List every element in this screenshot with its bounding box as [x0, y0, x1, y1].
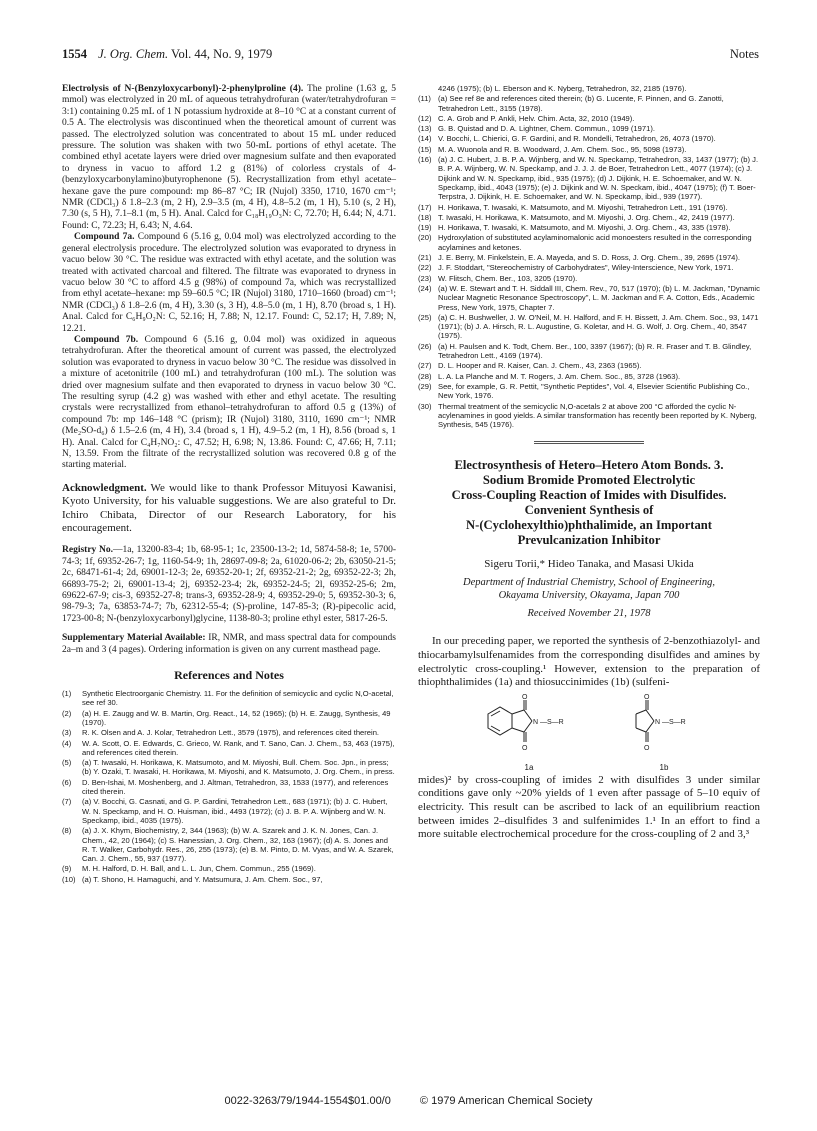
- supplementary-lead: Supplementary Material Available:: [62, 633, 206, 644]
- reference-number: (2): [62, 708, 72, 718]
- reference-number: (25): [418, 312, 432, 322]
- references-heading: References and Notes: [174, 668, 284, 683]
- reference-text: Hydroxylation of substituted acylaminomalonic acid monoesters resulted in the corresponding acylamines and ketones.: [438, 233, 752, 252]
- journal-name: J. Org. Chem.: [98, 47, 169, 61]
- reference-item: [418, 155, 760, 201]
- article-body-paragraph: mides)² by cross-coupling of imides 2 with disulfides 3 under similar conditions gave only ~20% yields of 1 even after passage of 5–10 equiv of electricity. This result can be ascribed to lack of an equilibrium reaction between imides 2–disulfides 3 and sulfenimides 1.¹ In an effort to find a more suitable electrochemical procedure for the cross-coupling of 2 and 3,³: [418, 773, 760, 841]
- reference-text: (a) T. Iwasaki, H. Horikawa, K. Matsumoto, and M. Miyoshi, Bull. Chem. Soc. Jpn., in press; (b) Y. Ozaki, T. Iwasaki, H. Horikawa, M. Miyoshi, and K. Matsumoto, J. Org. Chem., in press.: [82, 758, 395, 777]
- registry-numbers: [62, 545, 396, 625]
- article-title: [418, 458, 760, 548]
- reference-number: (8): [62, 826, 72, 836]
- reference-item: [418, 84, 760, 93]
- structure-1a: [474, 694, 584, 772]
- experimental-paragraph: [62, 232, 396, 335]
- title-line: Sodium Bromide Promoted Electrolytic: [482, 473, 696, 488]
- reference-item: [418, 223, 760, 232]
- reference-number: [418, 84, 438, 93]
- paragraph-lead: Compound 7a.: [74, 232, 135, 243]
- section-name: Notes: [729, 47, 759, 61]
- left-column: [62, 84, 396, 885]
- reference-item: [62, 826, 396, 863]
- reference-number: (7): [62, 797, 72, 807]
- article-body-paragraph: In our preceding paper, we reported the synthesis of 2-benzothiazolyl- and thiocarbamylsulfenamides from the corresponding disulfides and amines by electrolytic cross-coupling.¹ However, extension to the preparation of thiophthalimides (1a) and thiosuccinimides (1b) (sulfeni-: [418, 635, 760, 689]
- reference-text: G. B. Quistad and D. A. Lightner, Chem. Commun., 1099 (1971).: [438, 124, 655, 134]
- reference-text: V. Bocchi, L. Chierici, G. F. Gardini, and R. Mondelli, Tetrahedron, 26, 4073 (1970).: [438, 134, 716, 144]
- affiliation-line: Okayama University, Okayama, Japan 700: [498, 590, 680, 602]
- reference-item: [418, 213, 760, 222]
- reference-item: [418, 274, 760, 283]
- volume-info: Vol. 44, No. 9, 1979: [171, 47, 273, 61]
- article-code: 0022-3263/79/1944-1554$01.00/0: [224, 1095, 391, 1107]
- reference-text: (a) H. E. Zaugg and W. B. Martin, Org. React., 14, 52 (1965); (b) H. E. Zaugg, Synthesis, 49 (1970).: [82, 708, 391, 727]
- svg-text:O: O: [644, 693, 650, 701]
- affiliation-line: Department of Industrial Chemistry, School of Engineering,: [463, 577, 715, 589]
- reference-text: C. A. Grob and P. Ankli, Helv. Chim. Acta, 32, 2010 (1949).: [438, 113, 635, 123]
- page-number: 1554: [62, 47, 87, 61]
- svg-text:O: O: [522, 693, 528, 701]
- reference-number: (18): [418, 212, 432, 222]
- reference-text: (a) V. Bocchi, G. Casnati, and G. P. Gardini, Tetrahedron Lett., 683 (1971); (b) J. C. Hubert, W. N. Speckamp, and H. O. Huisman, ibid., 4493 (1972); (c) J. B. P. A. Wijnberg and W. N. Speckamp, ibid., 4035 (1975).: [82, 797, 388, 825]
- title-line: N-(Cyclohexylthio)phthalimide, an Important: [466, 518, 712, 533]
- reference-number: (21): [418, 253, 432, 263]
- title-line: Prevulcanization Inhibitor: [517, 533, 661, 548]
- reference-text: H. Horikawa, T. Iwasaki, K. Matsumoto, and M. Miyoshi, Tetrahedron Lett., 191 (1976).: [438, 202, 728, 212]
- svg-text:O: O: [644, 744, 650, 752]
- chemical-structures: [418, 694, 760, 772]
- reference-number: (11): [418, 94, 431, 104]
- registry-lead: Registry No.: [62, 545, 114, 556]
- experimental-paragraph: [62, 84, 396, 232]
- reference-item: [418, 263, 760, 272]
- page-header: [62, 47, 759, 65]
- reference-text: (a) T. Shono, H. Hamaguchi, and Y. Matsumura, J. Am. Chem. Soc., 97,: [82, 874, 323, 884]
- received-date: Received November 21, 1978: [527, 608, 651, 620]
- supplementary-text: IR, NMR, and mass spectral data for compounds 2a–m and 3 (4 pages). Ordering information is given on any current masthead page.: [62, 633, 396, 655]
- svg-text:N: N: [655, 718, 661, 726]
- reference-number: (9): [62, 864, 72, 874]
- reference-item: [62, 875, 396, 884]
- reference-text: See, for example, G. R. Pettit, "Synthetic Peptides", Vol. 4, Elsevier Scientific Publishing Co., New York, 1976.: [438, 381, 750, 401]
- title-line: Cross-Coupling Reaction of Imides with Disulfides.: [451, 488, 727, 503]
- article-authors: Sigeru Torii,* Hideo Tanaka, and Masasi Ukida: [484, 558, 694, 571]
- reference-text: H. Horikawa, T. Iwasaki, K. Matsumoto, and M. Miyoshi, J. Org. Chem., 43, 335 (1978).: [438, 223, 731, 233]
- reference-text: T. Iwasaki, H. Horikawa, K. Matsumoto, and M. Miyoshi, J. Org. Chem., 42, 2419 (1977).: [438, 212, 735, 222]
- reference-text: 4246 (1975); (b) L. Eberson and K. Nyberg, Tetrahedron, 32, 2185 (1976).: [438, 84, 687, 93]
- copyright: © 1979 American Chemical Society: [419, 1095, 593, 1107]
- reference-item: [62, 728, 396, 737]
- reference-number: (4): [62, 738, 72, 748]
- reference-item: [62, 778, 396, 797]
- reference-text: J. F. Stoddart, "Stereochemistry of Carbohydrates", Wiley-Interscience, New York, 1971.: [438, 263, 734, 273]
- reference-number: (10): [62, 874, 76, 884]
- reference-text: J. E. Berry, M. Finkelstein, E. A. Mayeda, and S. D. Ross, J. Org. Chem., 39, 2695 (1974).: [438, 253, 741, 263]
- reference-number: (30): [418, 401, 432, 411]
- reference-text: (a) J. X. Khym, Biochemistry, 2, 344 (1963); (b) W. A. Szarek and J. K. N. Jones, Can. J. Chem., 42, 20 (1964); (c) S. Hanessian, J. Org. Chem., 32, 163 (1967); (d) A. S. Jones and R. T. Walker, Carbohydr. Res., 26, 255 (1973); (e) B. M. Pinto, D. M. Vyas, and W. A. Szarek, Can. J. Chem., 55, 937 (1977).: [82, 826, 394, 864]
- reference-text: L. A. La Planche and M. T. Rogers, J. Am. Chem. Soc., 85, 3728 (1963).: [438, 371, 681, 381]
- reference-number: (26): [418, 341, 432, 351]
- reference-text: M. H. Halford, D. H. Ball, and L. L. Jun, Chem. Commun., 255 (1969).: [82, 864, 316, 874]
- reference-number: (16): [418, 155, 432, 165]
- reference-number: (29): [418, 381, 432, 391]
- supplementary-material: [62, 633, 396, 656]
- succinimide-structure-icon: [624, 694, 704, 756]
- references-list: [62, 689, 396, 884]
- substituent-label: —S—R: [540, 718, 564, 726]
- acknowledgment-lead: Acknowledgment.: [62, 481, 147, 494]
- reference-number: (23): [418, 273, 432, 283]
- reference-text: (a) See ref 8e and references cited therein; (b) G. Lucente, F. Pinnen, and G. Zanotti, Tetrahedron Lett., 3155 (1978).: [438, 94, 724, 113]
- reference-item: [418, 203, 760, 212]
- reference-text: (a) W. E. Stewart and T. H. Siddall III, Chem. Rev., 70, 517 (1970); (b) L. M. Jackman, "Dynamic Nuclear Magnetic Resonance Spectroscopy", L. M. Jackman and F. A. Cotton, Eds., Academic Press, New York, 1975, Chapter 7.: [438, 283, 760, 312]
- reference-text: M. A. Wuonola and R. B. Woodward, J. Am. Chem. Soc., 95, 5098 (1973).: [438, 144, 687, 154]
- reference-item: [418, 124, 760, 133]
- reference-item: [418, 361, 760, 370]
- paragraph-text: Compound 6 (5.16 g, 0.04 mol) was oxidized in aqueous tetrahydrofuran. After the theoretical amount of current was passed, the electrolyzed solution was evaporated to dryness in vacuo below 30 °C. The residue was dissolved in a mixture of acetonitrile (100 mL) and tetrahydrofuran (100 mL). The solution was dried over magnesium sulfate and then evaporated to dryness in vacuo below 30 °C. The resulting syrup (4.2 g) was washed with ether and ethyl acetate. The resulting crystals were recrystallized from ethanol–tetrahydrofuran to afford 0.5 g (13%) of compound 7b: mp 146–148 °C (prism); IR (Nujol) 3180, 3110, 1690 cm⁻¹; NMR (Me₂SO-d₆) δ 1.5–2.6 (m, 4 H), 3.4 (broad s, 1 H), 4.9–5.2 (m, 1 H), 8.56 (broad s, 1 H). Anal. Calcd for C₄H₇NO₂: C, 47.52; H, 6.98; N, 13.86. Found: C, 47.66; H, 7.11; N, 13.59. From the filtrate of the recrystallized solution was recovered 0.8 g of the starting material.: [62, 334, 396, 471]
- reference-number: (28): [418, 371, 432, 381]
- paragraph-lead: Compound 7b.: [74, 334, 139, 345]
- substituent-label: —S—R: [662, 718, 686, 726]
- reference-item: [418, 253, 760, 262]
- page-footer: [0, 1095, 817, 1107]
- reference-number: (14): [418, 134, 432, 144]
- reference-item: [418, 342, 760, 361]
- right-column: [418, 84, 760, 842]
- reference-item: [62, 709, 396, 728]
- acknowledgment-text: We would like to thank Professor Mituyosi Kawanisi, Kyoto University, for his valuable suggestions. We are also grateful to Dr. Ichiro Chibata, Director of our Research Laboratory, for his encouragement.: [62, 481, 396, 535]
- reference-item: [418, 402, 760, 430]
- reference-item: [62, 739, 396, 758]
- reference-item: [418, 284, 760, 312]
- reference-item: [418, 313, 760, 341]
- svg-text:O: O: [522, 744, 528, 752]
- reference-number: (3): [62, 728, 72, 738]
- reference-number: (12): [418, 113, 432, 123]
- reference-number: (6): [62, 777, 72, 787]
- reference-number: (5): [62, 758, 72, 768]
- reference-item: [418, 134, 760, 143]
- references-list-continued: [418, 84, 760, 429]
- header-left: [62, 47, 272, 62]
- paragraph-text: Compound 6 (5.16 g, 0.04 mol) was electrolyzed according to the general electrolysis procedure. The electrolyzed solution was evaporated to dryness in vacuo below 30 °C. The residue was extracted with ethyl acetate, and the solution was treated with activated charcoal and filtered. The filtrate was evaporated to dryness in vacuo below 30 °C to afford 4.5 g (98%) of compound 7a, which was recrystallized from ethyl acetate–hexane: mp 59–60.5 °C; IR (Nujol) 3180, 1710–1660 (broad) cm⁻¹; NMR (CDCl₃) δ 1.8–2.6 (m, 4 H), 3.30 (s, 3 H), 4.8–5.0 (m, 1 H), 8.70 (broad s, 1 H). Anal. Calcd for C₆H₉O₂N: C, 52.16; H, 7.88; N, 12.17. Found: C, 52.17; H, 7.89; N, 12.21.: [62, 232, 397, 334]
- reference-item: [418, 233, 760, 252]
- reference-text: W. A. Scott, O. E. Edwards, C. Grieco, W. Rank, and T. Sano, Can. J. Chem., 53, 463 (1975), and references cited therein.: [82, 738, 395, 757]
- reference-number: (15): [418, 144, 432, 154]
- affiliation: [418, 576, 760, 602]
- reference-item: [62, 689, 396, 708]
- reference-number: (19): [418, 223, 432, 233]
- reference-text: Thermal treatment of the semicyclic N,O-acetals 2 at above 200 °C afforded the cyclic N-acylenamines in good yields. A similar transformation has recently been reported by K. Nyberg, Synthesis, 545 (1976).: [438, 401, 757, 430]
- reference-item: [62, 758, 396, 777]
- reference-item: [62, 864, 396, 873]
- reference-text: Synthetic Electroorganic Chemistry. 11. For the definition of semicyclic and cyclic N,O-acetal, see ref 30.: [82, 689, 394, 708]
- paragraph-lead: Electrolysis of N-(Benzyloxycarbonyl)-2-phenylproline (4).: [62, 84, 304, 94]
- acknowledgment: [62, 482, 396, 536]
- structure-label: 1b: [659, 762, 669, 772]
- reference-item: [418, 94, 760, 113]
- reference-item: [418, 382, 760, 401]
- structure-label: 1a: [524, 762, 534, 772]
- reference-text: (a) C. H. Bushweller, J. W. O'Neil, M. H. Halford, and F. H. Bissett, J. Am. Chem. Soc., 93, 1471 (1971); (b) J. A. Hirsch, R. L. Augustine, G. Koletar, and H. G. Wolf, J. Org. Chem., 40, 3547 (1975).: [438, 312, 759, 341]
- reference-number: (27): [418, 361, 432, 371]
- article-divider: [534, 441, 644, 444]
- reference-number: (13): [418, 124, 432, 134]
- reference-item: [418, 114, 760, 123]
- reference-item: [418, 145, 760, 154]
- svg-text:N: N: [533, 718, 539, 726]
- reference-item: [418, 372, 760, 381]
- reference-text: R. K. Olsen and A. J. Kolar, Tetrahedron Lett., 3579 (1975), and references cited therein.: [82, 728, 380, 738]
- registry-text: —1a, 13200-83-4; 1b, 68-95-1; 1c, 23500-13-2; 1d, 5874-58-8; 1e, 5700-74-3; 1f, 69352-26-7; 1g, 1160-54-9; 1h, 28697-09-8; 2a, 61020-06-2; 2b, 63050-21-5; 2c, 68471-61-4; 2d, 69001-12-3; 2e, 69352-20-1; 2f, 69352-21-2; 2g, 69352-22-3; 2h, 66893-75-2; 2i, 69001-13-4; 2j, 69352-23-4; 2k, 69352-24-5; 2l, 69352-25-6; 2m, 69622-67-9; cis-3, 69352-27-8; trans-3, 69352-28-9; 4, 69352-29-0; 5, 69352-30-3; 6, 98-79-3; 7a, 63853-74-7; 7b, 62312-55-4; (S)-proline, 147-85-3; (R)-pipecolic acid, 1723-00-8; N-(benzyloxycarbonyl)glycine, 1138-80-3; proline ethyl ester, 5817-26-5.: [62, 545, 397, 624]
- reference-text: D. L. Hooper and R. Kaiser, Can. J. Chem., 43, 2363 (1965).: [438, 361, 642, 371]
- reference-number: (24): [418, 283, 432, 293]
- phthalimide-structure-icon: [474, 694, 584, 756]
- reference-number: (17): [418, 202, 432, 212]
- reference-text: W. Flitsch, Chem. Ber., 103, 3205 (1970).: [438, 273, 578, 283]
- title-line: Convenient Synthesis of: [524, 503, 654, 518]
- reference-text: (a) J. C. Hubert, J. B. P. A. Wijnberg, and W. N. Speckamp, Tetrahedron, 33, 1437 (1977); (b) J. B. P. A. Wijnberg, W. N. Speckamp, and J. J. J. de Boer, Tetrahedron Lett., 4077 (1974); (c) J. Dijkink and W. N. Speckamp, ibid., 935 (1975); (d) J. Dijkink, H. E. Schoemaker, and W. N. Speckamp, ibid., 4043 (1975); (e) J. Dijkink and W. N. Speckam, ibid., 4047 (1975); (f) T. Boer-Terpstra, J. Dijkink, H. E. Schoemaker, and W. N. Speckamp, ibid., 939 (1977).: [438, 155, 759, 202]
- reference-text: D. Ben-Ishai, M. Moshenberg, and J. Altman, Tetrahedron, 33, 1533 (1977), and references cited therein.: [82, 777, 389, 797]
- experimental-paragraph: [62, 335, 396, 472]
- title-line: Electrosynthesis of Hetero–Hetero Atom Bonds. 3.: [454, 458, 724, 473]
- reference-number: (1): [62, 689, 72, 699]
- reference-item: [62, 797, 396, 825]
- paragraph-text: The proline (1.63 g, 5 mmol) was electrolyzed in 20 mL of aqueous tetrahydrofuran (water/tetrahydrofuran = 3:1) containing 0.25 mL of 1 N potassium hydroxide at 8–10 °C at a constant current of 0.5 A. The electrolysis was discontinued when the theoretical amount of current was passed. The electrolyzed solution was concentrated to about 15 mL under reduced pressure. The solution was shaken with two 50-mL portions of ethyl acetate. The combined ethyl acetate layers were dried over magnesium sulfate and then evaporated to dryness in vacuo to afford 1.2 g (81%) of colorless crystals of 4-(benzyloxycarbonylamino)butyrophenone (5). Recrystallization from ethyl acetate–hexane gave the pure compound: mp 86–87 °C; IR (Nujol) 3350, 1710, 1670 cm⁻¹; NMR (CDCl₃) δ 1.8–2.3 (m, 2 H), 2.9–3.5 (m, 4 H), 4.8–5.2 (m, 1 H), 5.10 (s, 2 H), 7.30 (s, 5 H), 7.1–8.1 (m, 5 H). Anal. Calcd for C₁₈H₁₉O₃N: C, 72.70; H, 6.44; N, 4.71. Found: C, 72.23; H, 6.43; N, 4.64.: [62, 84, 396, 231]
- reference-number: (20): [418, 233, 432, 243]
- structure-1b: [624, 694, 704, 772]
- reference-text: (a) H. Paulsen and K. Todt, Chem. Ber., 100, 3397 (1967); (b) R. R. Fraser and T. B. Glindley, Tetrahedron Lett., 4169 (1974).: [438, 341, 752, 361]
- reference-number: (22): [418, 263, 432, 273]
